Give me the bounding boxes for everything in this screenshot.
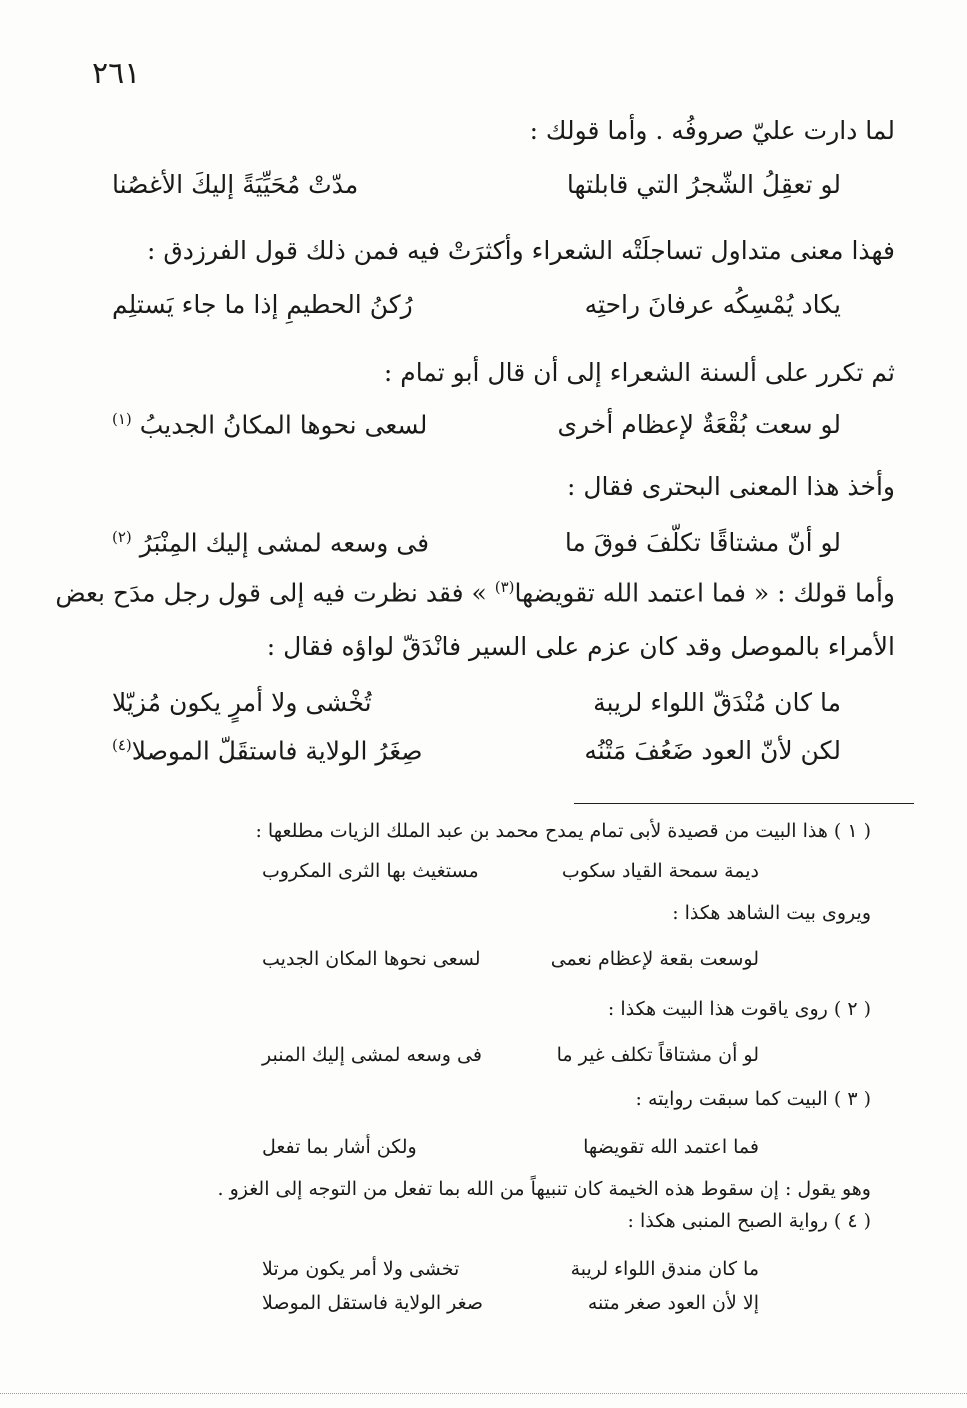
footnote-separator [574, 803, 914, 804]
verse-text: فى وسعه لمشى إليك المِنْبَرُ [139, 528, 430, 558]
scan-edge-line [0, 1393, 967, 1394]
footnote-text: ويروى بيت الشاهد هكذا : [672, 902, 871, 924]
prose-text: وأما قولك : « فما اعتمد الله تقويضها [514, 578, 895, 608]
footnote-marker: (٢) [112, 528, 132, 546]
verse-hemistich-first: لو سعت بُقْعَةٌ لإعظام أخرى [557, 410, 841, 439]
verse-hemistich-first: ما كان مُنْدَقّ اللواء لريبة [593, 688, 841, 717]
footnote-verse-second: فى وسعه لمشى إليك المنبر [262, 1044, 482, 1066]
footnote-verse-second: مستغيث بها الثرى المكروب [262, 860, 479, 882]
prose-line: فهذا معنى متداول تساجلَتْه الشعراء وأكثرَتْ فيه فمن ذلك قول الفرزدق : [146, 236, 895, 265]
footnote-marker: (٤) [112, 736, 132, 754]
footnote-marker: (١) [112, 410, 132, 428]
verse-hemistich-second [112, 736, 423, 766]
footnote-4: ( ٤ ) رواية الصبح المنبى هكذا : [627, 1210, 871, 1232]
verse-hemistich-first: لكن لأنّ العود ضَعُفَ مَتْنُه [584, 736, 841, 765]
footnote-verse-second: لسعى نحوها المكان الجديب [262, 948, 481, 970]
footnote-verse-first: لوسعت بقعة لإعظام نعمى [550, 948, 759, 970]
footnote-1: ( ١ ) هذا البيت من قصيدة لأبى تمام يمدح محمد بن عبد الملك الزيات مطلعها : [255, 820, 871, 842]
verse-hemistich-second: رُكنُ الحطيمِ إذا ما جاء يَستلِم [112, 290, 413, 319]
footnote-verse-first: فما اعتمد الله تقويضها [583, 1136, 759, 1158]
footnote-text: وهو يقول : إن سقوط هذه الخيمة كان تنبيهاً من الله بما تفعل من التوجه إلى الغزو . [217, 1178, 871, 1200]
footnote-verse-second: صغر الولاية فاستقل الموصلا [262, 1292, 483, 1314]
verse-hemistich-first: يكاد يُمْسِكُه عرفانَ راحتِه [584, 290, 841, 319]
footnote-verse-first: ما كان مندق اللواء لريبة [570, 1258, 759, 1280]
verse-hemistich-second [112, 410, 428, 440]
prose-line: ثم تكرر على ألسنة الشعراء إلى أن قال أبو تمام : [383, 358, 895, 387]
verse-hemistich-second [112, 528, 430, 558]
footnote-marker: (٣) [494, 578, 515, 596]
prose-line: الأمراء بالموصل وقد كان عزم على السير فانْدَقّ لواؤه فقال : [266, 632, 895, 661]
footnote-3: ( ٣ ) البيت كما سبقت روايته : [635, 1088, 871, 1110]
verse-text: لسعى نحوها المكانُ الجديبُ [139, 410, 428, 440]
verse-hemistich-second: مدّتْ مُحَيِّيَةً إليكَ الأغصُنا [112, 170, 359, 199]
verse-text: صِغَرُ الولاية فاستقَلّ الموصلا [131, 736, 423, 766]
page-number: ٢٦١ [92, 56, 141, 91]
footnote-verse-second: ولكن أشار بما تفعل [262, 1136, 417, 1158]
footnote-verse-second: تخشى ولا أمر يكون مرتلا [262, 1258, 460, 1280]
footnote-verse-first: ديمة سمحة القياد سكوب [561, 860, 759, 882]
prose-line: لما دارت عليّ صروفُه . وأما قولك : [529, 116, 895, 145]
prose-line: وأخذ هذا المعنى البحترى فقال : [567, 472, 895, 501]
footnote-verse-first: إلا لأن العود صغر متنه [587, 1292, 759, 1314]
footnote-verse-first: لو أن مشتاقاً تكلف غير ما [556, 1044, 759, 1066]
footnote-2: ( ٢ ) روى ياقوت هذا البيت هكذا : [607, 998, 871, 1020]
prose-text: » فقد نظرت فيه إلى قول رجل مدَح بعض [55, 578, 495, 608]
verse-hemistich-second: تُخْشى ولا أمرٍ يكون مُزيّلا [112, 688, 372, 717]
verse-hemistich-first: لو أنّ مشتاقًا تكلّفَ فوقَ ما [564, 528, 841, 557]
verse-hemistich-first: لو تعقِلُ الشّجرُ التي قابلتها [566, 170, 841, 199]
prose-line [55, 578, 895, 608]
